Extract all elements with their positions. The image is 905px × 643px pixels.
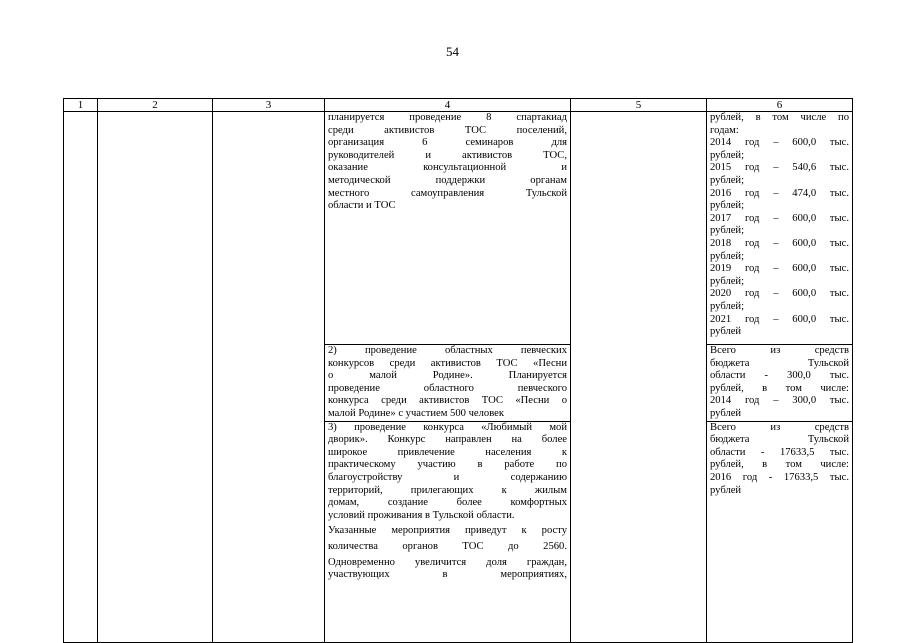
text-line: территорий, прилегающих к жилым xyxy=(328,484,567,496)
cell-funding xyxy=(707,112,853,345)
text-line: организация 6 семинаров для xyxy=(328,137,567,149)
text-line: 2021 год – 600,0 тыс. xyxy=(710,313,849,325)
text-line: 2015 год – 540,6 тыс. xyxy=(710,162,849,174)
text-line: 2) проведение областных певческих xyxy=(328,345,567,356)
text-line: области и ТОС xyxy=(328,200,396,212)
text-line: Всего из средств xyxy=(710,421,849,433)
text-line: 2014 год – 300,0 тыс. xyxy=(710,395,849,407)
text-line: бюджета Тульской xyxy=(710,434,849,446)
column-header-1: 1 xyxy=(64,99,98,112)
cell-col2 xyxy=(98,112,213,643)
cell-col5 xyxy=(571,112,707,643)
text-line: дворик». Конкурс направлен на более xyxy=(328,434,567,446)
text-line: 2020 год – 600,0 тыс. xyxy=(710,288,849,300)
cell-activity-description xyxy=(325,421,571,642)
text-line: домам, создание более комфортных xyxy=(328,497,567,509)
text-line: конкурса среди активистов ТОС «Песни о xyxy=(328,395,567,407)
text-line: рублей; xyxy=(710,174,745,186)
text-line: рублей xyxy=(710,326,742,338)
text-line: рублей xyxy=(710,484,742,496)
text-line: благоустройству и содержанию xyxy=(328,471,567,483)
text-line: бюджета Тульской xyxy=(710,357,849,369)
text-line: рублей, в том числе: xyxy=(710,459,849,471)
text-line: 3) проведение конкурса «Любимый мой xyxy=(328,421,567,433)
text-line: Одновременно увеличится доля граждан, xyxy=(328,556,567,568)
text-line: рублей; xyxy=(710,200,745,212)
header-row xyxy=(64,99,853,112)
cell-activity-description xyxy=(325,112,571,345)
text-line: Всего из средств xyxy=(710,345,849,356)
text-line: проведение областного певческого xyxy=(328,382,567,394)
text-line: 2019 год – 600,0 тыс. xyxy=(710,263,849,275)
text-line: оказание консультационной и xyxy=(328,162,567,174)
text-line: рублей, в том числе по xyxy=(710,112,849,123)
text-line: о малой Родине». Планируется xyxy=(328,370,567,382)
program-table xyxy=(63,98,853,643)
column-header-4: 4 xyxy=(325,99,571,112)
text-line: среди активистов ТОС поселений, xyxy=(328,124,567,136)
text-line: широкое привлечение населения к xyxy=(328,446,567,458)
cell-col1 xyxy=(64,112,98,643)
text-line: рублей; xyxy=(710,275,745,287)
page-number: 54 xyxy=(446,44,459,59)
cell-activity-description xyxy=(325,345,571,422)
text-line: участвующих в мероприятиях, xyxy=(328,569,567,581)
text-line: области - 300,0 тыс. xyxy=(710,370,849,382)
text-line: планируется проведение 8 спартакиад xyxy=(328,112,567,123)
text-line: годам: xyxy=(710,124,739,136)
text-line: рублей xyxy=(710,407,742,419)
column-header-2: 2 xyxy=(98,99,213,112)
text-line: конкурсов среди активистов ТОС «Песни xyxy=(328,357,567,369)
column-header-6: 6 xyxy=(707,99,853,112)
text-line: методической поддержки органам xyxy=(328,174,567,186)
text-line: рублей; xyxy=(710,225,745,237)
text-line: рублей; xyxy=(710,300,745,312)
column-header-3: 3 xyxy=(213,99,325,112)
cell-col3 xyxy=(213,112,325,643)
text-line: 2017 год – 600,0 тыс. xyxy=(710,212,849,224)
text-line: 2016 год – 474,0 тыс. xyxy=(710,187,849,199)
column-header-5: 5 xyxy=(571,99,707,112)
text-line: руководителей и активистов ТОС, xyxy=(328,149,567,161)
cell-funding xyxy=(707,345,853,422)
text-line: количества органов ТОС до 2560. xyxy=(328,540,567,552)
text-line: 2014 год – 600,0 тыс. xyxy=(710,137,849,149)
text-line: местного самоуправления Тульской xyxy=(328,187,567,199)
text-line: Указанные мероприятия приведут к росту xyxy=(328,525,567,537)
text-line: рублей; xyxy=(710,250,745,262)
text-line: рублей; xyxy=(710,149,745,161)
text-line: условий проживания в Тульской области. xyxy=(328,509,515,521)
table-row xyxy=(64,112,853,345)
text-line: 2016 год - 17633,5 тыс. xyxy=(710,471,849,483)
text-line: практическому участию в работе по xyxy=(328,459,567,471)
text-line: 2018 год – 600,0 тыс. xyxy=(710,237,849,249)
text-line: малой Родине» с участием 500 человек xyxy=(328,407,504,419)
cell-funding xyxy=(707,421,853,642)
text-line: области - 17633,5 тыс. xyxy=(710,446,849,458)
text-line: рублей, в том числе: xyxy=(710,382,849,394)
